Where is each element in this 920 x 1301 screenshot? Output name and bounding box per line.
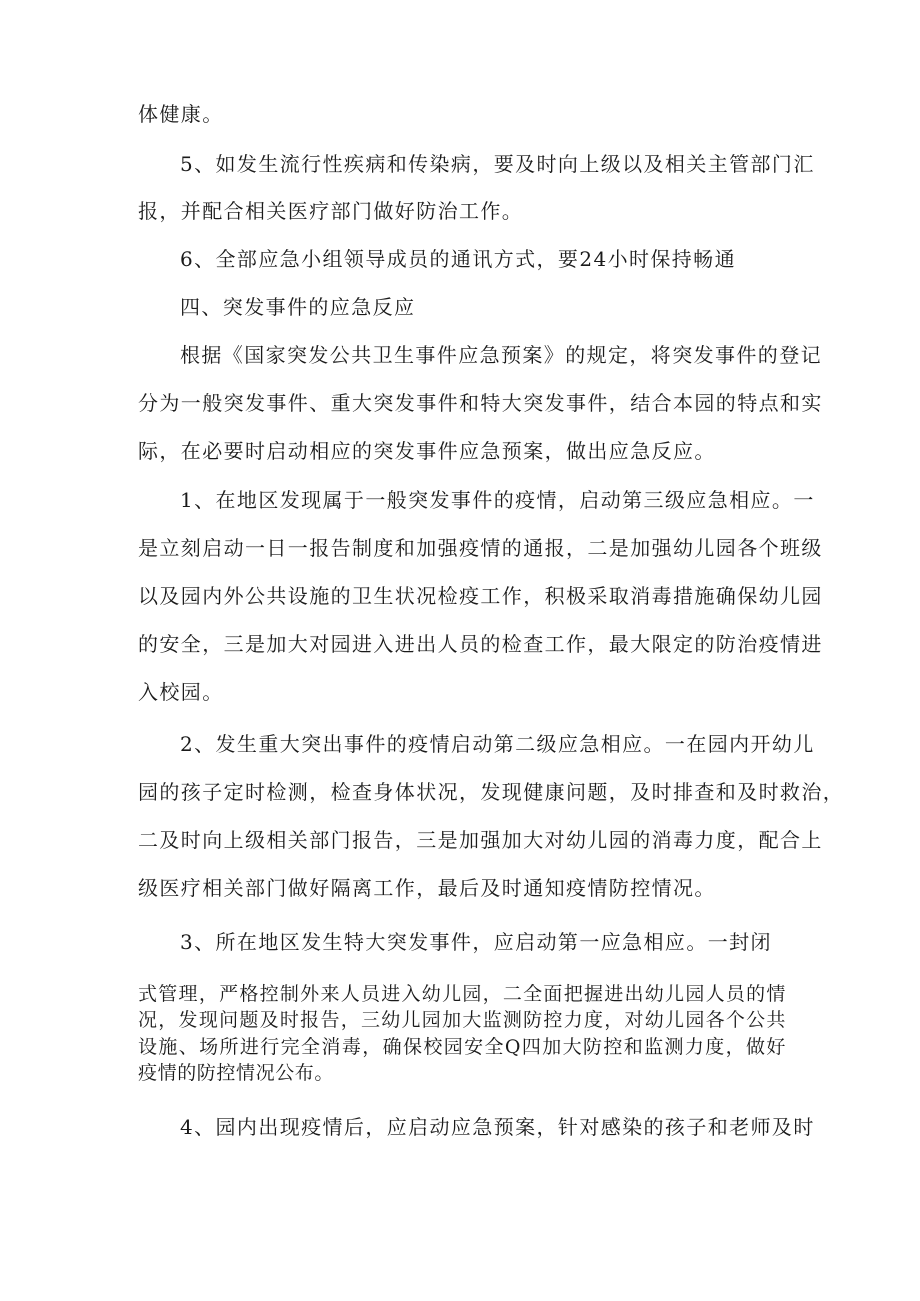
text-line-8: 际，在必要时启动相应的突发事件应急预案，做出应急反应。 [138,439,716,463]
text-line-11: 以及园内外公共设施的卫生状况检疫工作，积极采取消毒措施确保幼儿园 [138,584,823,608]
text-line-2: 5、如发生流行性疾病和传染病，要及时向上级以及相关主管部门汇 [180,152,815,176]
text-line-6: 根据《国家突发公共卫生事件应急预案》的规定，将突发事件的登记 [180,343,822,367]
text-line-23: 4、园内出现疫情后，应启动应急预案，针对感染的孩子和老师及时 [180,1115,815,1139]
text-line-16: 二及时向上级相关部门报告，三是加强加大对幼儿园的消毒力度，配合上 [138,828,823,852]
text-line-10: 是立刻启动一日一报告制度和加强疫情的通报，二是加强幼儿园各个班级 [138,536,823,560]
text-line-13: 入校园。 [138,680,224,704]
text-line-9: 1、在地区发现属于一般突发事件的疫情，启动第三级应急相应。一 [180,488,815,512]
text-line-18: 3、所在地区发生特大突发事件，应启动第一应急相应。一封闭 [180,930,772,954]
text-line-22: 疫情的防控情况公布。 [138,1062,335,1084]
text-line-3: 报，并配合相关医疗部门做好防治工作。 [138,199,524,223]
section-heading: 四、突发事件的应急反应 [180,295,416,319]
text-line-21: 设施、场所进行完全消毒，确保校园安全Q四加大防控和监测力度，做好 [138,1036,786,1058]
text-line-4: 6、全部应急小组领导成员的通讯方式，要24小时保持畅通 [180,247,736,271]
text-line-7: 分为一般突发事件、重大突发事件和特大突发事件，结合本园的特点和实 [138,391,823,415]
text-line-12: 的安全，三是加大对园进入进出人员的检查工作，最大限定的防治疫情进 [138,632,823,656]
text-line-1: 体健康。 [138,102,224,126]
text-line-17: 级医疗相关部门做好隔离工作，最后及时通知疫情防控情况。 [138,876,716,900]
text-line-15: 园的孩子定时检测，检查身体状况，发现健康问题，及时排查和及时救治， [138,780,845,804]
text-line-14: 2、发生重大突出事件的疫情启动第二级应急相应。一在园内开幼儿 [180,732,815,756]
text-line-20: 况，发现问题及时报告，三幼儿园加大监测防控力度，对幼儿园各个公共 [138,1009,786,1031]
text-line-19: 式管理，严格控制外来人员进入幼儿园，二全面把握进出幼儿园人员的情 [138,983,786,1005]
